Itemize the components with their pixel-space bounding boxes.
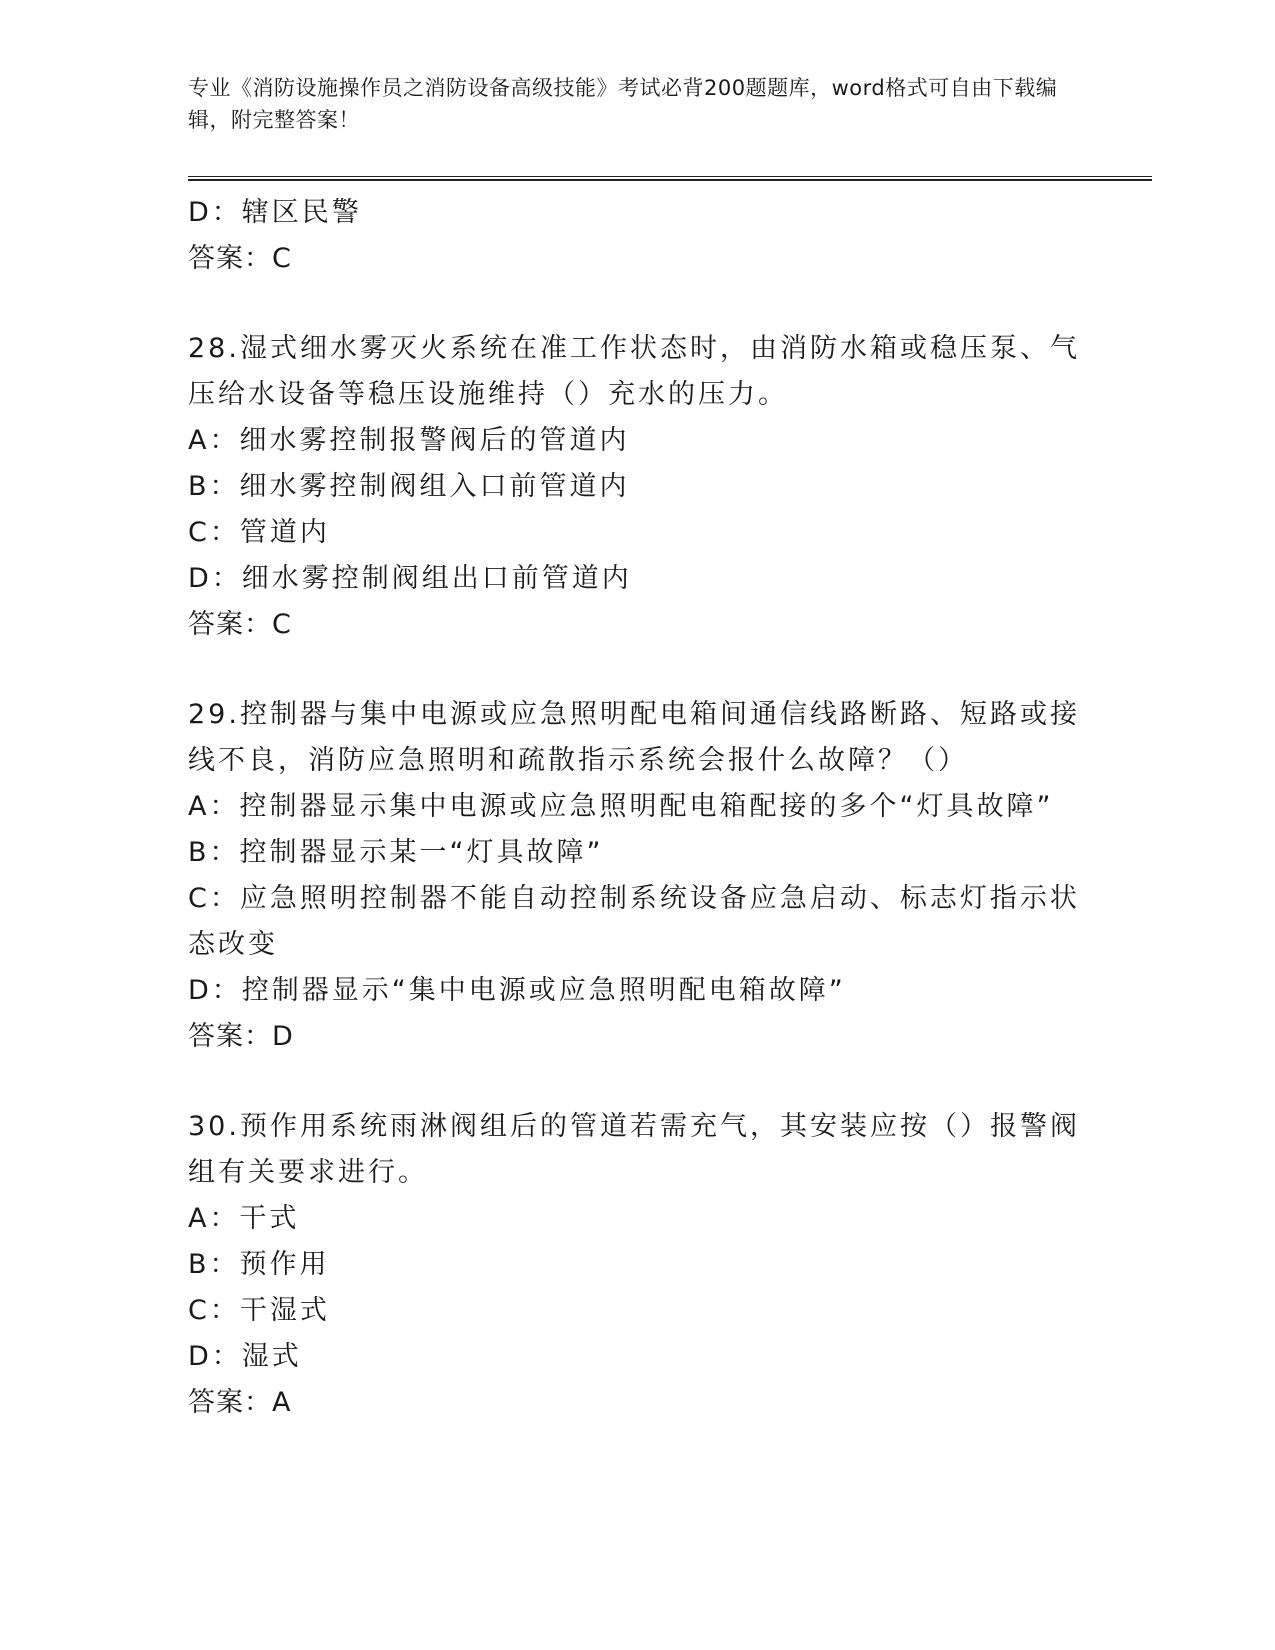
answer-line: 答案：D [188,1021,294,1052]
option-d: D：控制器显示“集中电源或应急照明配电箱故障” [188,975,846,1006]
option-c: C：干湿式 [188,1295,330,1326]
option-a: A：控制器显示集中电源或应急照明配电箱配接的多个“灯具故障” [188,791,1054,822]
answer-line: 答案：C [188,609,292,640]
page-header: 专业《消防设施操作员之消防设备高级技能》考试必背200题题库，word格式可自由下载编辑，附完整答案！ [188,76,1058,132]
spacer [188,1060,1088,1104]
document-body [188,190,1088,1426]
question-stem: 30.预作用系统雨淋阀组后的管道若需充气，其安装应按（）报警阀组有关要求进行。 [188,1111,1080,1188]
option-c: C：应急照明控制器不能自动控制系统设备应急启动、标志灯指示状态改变 [188,883,1080,960]
option-b: B：控制器显示某一“灯具故障” [188,837,604,868]
option-d: D：辖区民警 [188,197,362,228]
question-stem: 28.湿式细水雾灭火系统在准工作状态时，由消防水箱或稳压泵、气压给水设备等稳压设施维持（）充水的压力。 [188,333,1080,410]
option-c: C：管道内 [188,517,330,548]
spacer [188,648,1088,692]
option-a: A：细水雾控制报警阀后的管道内 [188,425,630,456]
header-divider [188,176,1152,181]
question-block-29 [188,692,1088,1060]
answer-line: 答案：A [188,1387,292,1418]
option-b: B：预作用 [188,1249,330,1280]
option-d: D：湿式 [188,1341,302,1372]
question-stem: 29.控制器与集中电源或应急照明配电箱间通信线路断路、短路或接线不良，消防应急照明和疏散指示系统会报什么故障？（） [188,699,1080,776]
question-block-previous [188,190,1088,282]
option-b: B：细水雾控制阀组入口前管道内 [188,471,630,502]
answer-line: 答案：C [188,243,292,274]
option-d: D：细水雾控制阀组出口前管道内 [188,563,632,594]
spacer [188,282,1088,326]
option-a: A：干式 [188,1203,300,1234]
question-block-28 [188,326,1088,648]
question-block-30 [188,1104,1088,1426]
